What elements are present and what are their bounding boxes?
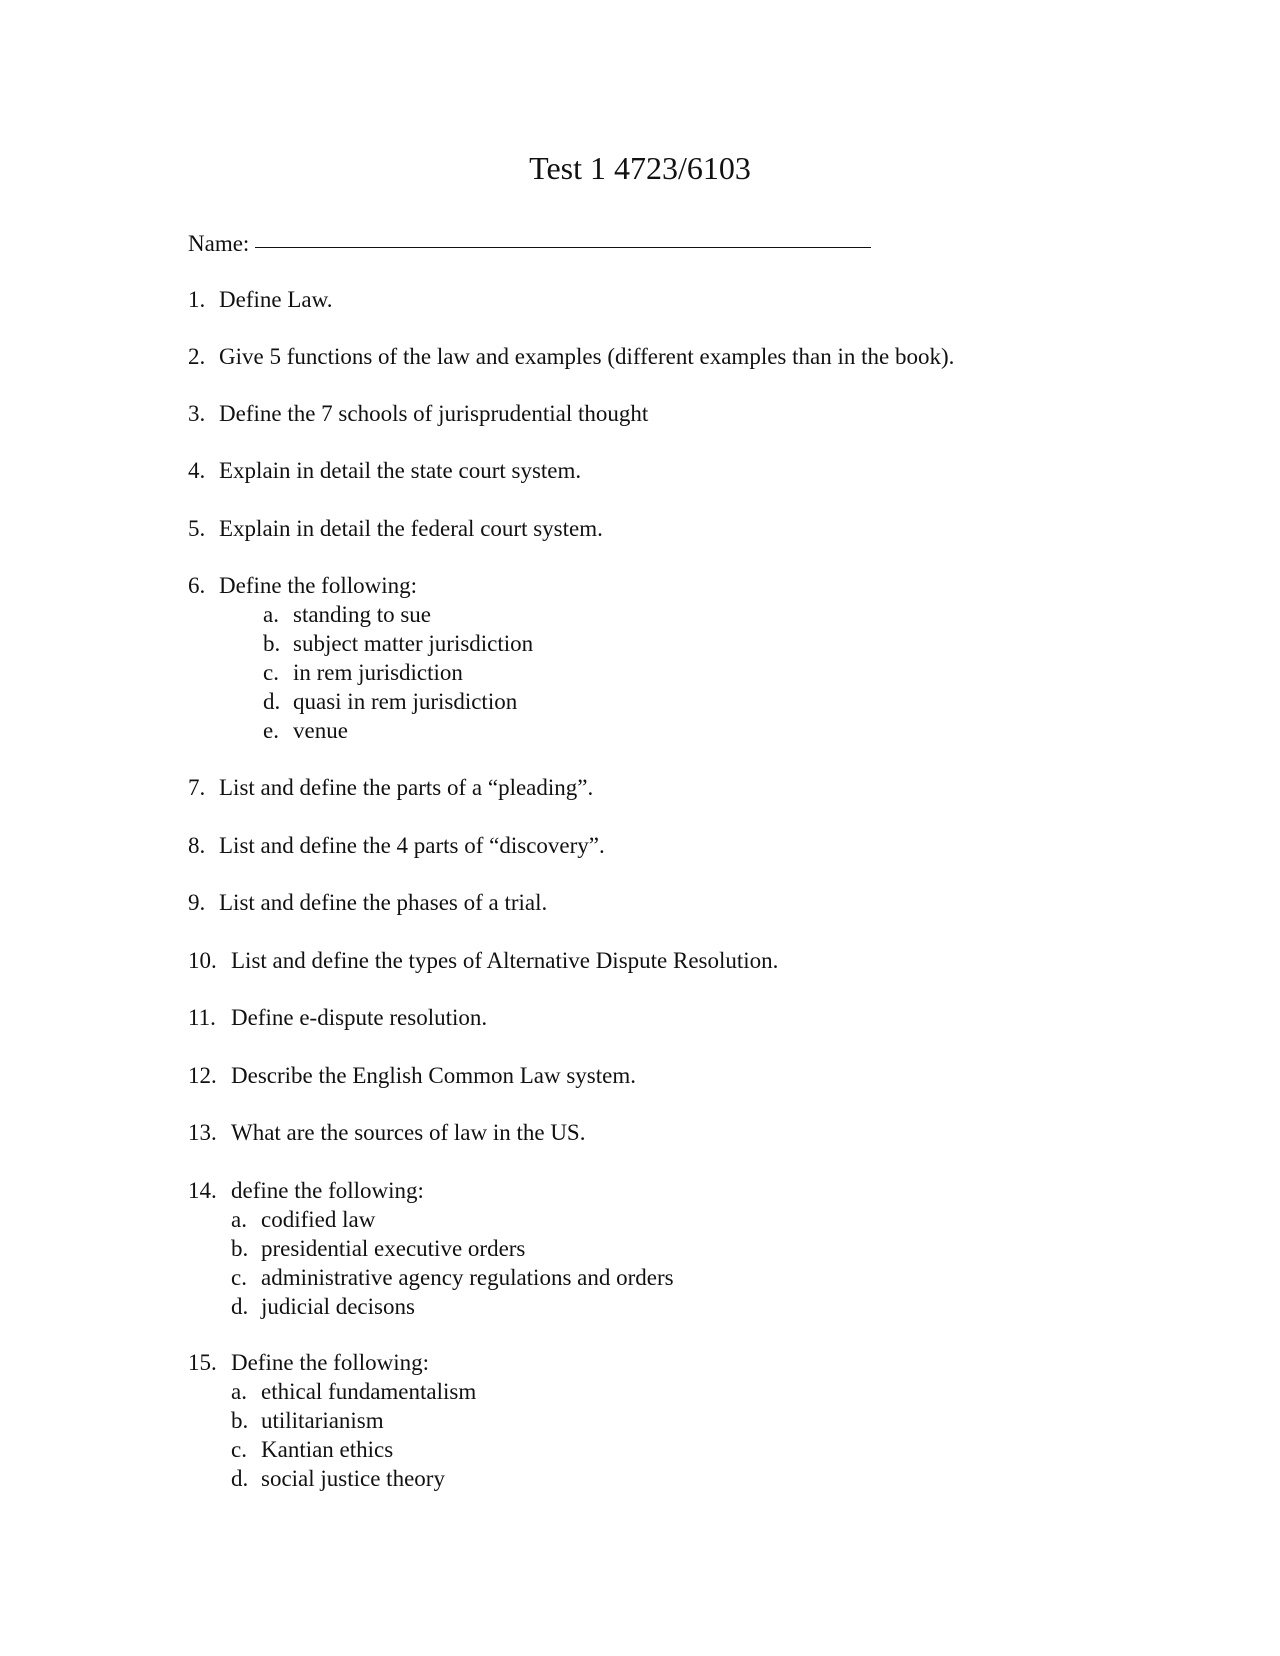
question-text: Define the 7 schools of jurisprudential thought [219,401,649,426]
question-text: Define e-dispute resolution. [231,1005,488,1030]
sub-item-letter: a. [263,602,279,627]
sub-item-letter: d. [263,689,281,714]
sub-item-6c [263,658,463,687]
question-number: 9. [188,890,206,915]
sub-item-text: standing to sue [293,602,431,627]
sub-item-text: social justice theory [261,1466,445,1491]
name-blank-line[interactable] [255,223,871,248]
question-number: 4. [188,458,206,483]
question-text: List and define the 4 parts of “discovery”. [219,833,605,858]
sub-item-letter: c. [231,1437,247,1462]
question-9 [188,888,547,917]
sub-item-text: venue [293,718,348,743]
sub-item-15c [231,1435,393,1464]
question-number: 2. [188,344,206,369]
question-10 [188,946,778,975]
question-8 [188,831,605,860]
sub-item-6d [263,687,517,716]
question-4 [188,456,581,485]
page-title: Test 1 4723/6103 [529,150,751,186]
sub-item-14c [231,1263,674,1292]
question-number: 3. [188,401,206,426]
question-text: List and define the types of Alternative Dispute Resolution. [231,948,779,973]
sub-item-letter: b. [231,1236,249,1261]
question-text: Define Law. [219,287,333,312]
question-number: 14. [188,1178,217,1203]
sub-item-text: Kantian ethics [261,1437,394,1462]
question-1 [188,285,332,314]
question-text: List and define the parts of a “pleading”. [219,775,594,800]
sub-item-text: subject matter jurisdiction [293,631,534,656]
question-text: Explain in detail the federal court system. [219,516,603,541]
sub-item-15d [231,1464,445,1493]
sub-item-text: utilitarianism [261,1408,384,1433]
question-number: 1. [188,287,206,312]
question-number: 7. [188,775,206,800]
sub-item-text: quasi in rem jurisdiction [293,689,518,714]
sub-item-6b [263,629,533,658]
question-6 [188,571,417,600]
sub-item-14b [231,1234,525,1263]
question-12 [188,1061,636,1090]
sub-item-letter: b. [231,1408,249,1433]
question-number: 8. [188,833,206,858]
sub-item-6a [263,600,431,629]
question-text: Define the following: [219,573,418,598]
sub-item-15a [231,1377,476,1406]
question-3 [188,399,648,428]
sub-item-15b [231,1406,384,1435]
question-2 [188,342,954,371]
sub-item-letter: a. [231,1379,247,1404]
question-13 [188,1118,585,1147]
question-5 [188,514,603,543]
sub-item-text: codified law [261,1207,376,1232]
question-text: define the following: [231,1178,424,1203]
sub-item-6e [263,716,348,745]
name-field-row [188,226,871,259]
sub-item-letter: b. [263,631,281,656]
sub-item-letter: c. [263,660,279,685]
question-number: 12. [188,1063,217,1088]
sub-item-text: ethical fundamentalism [261,1379,477,1404]
sub-item-letter: d. [231,1294,249,1319]
sub-item-text: in rem jurisdiction [293,660,463,685]
question-number: 6. [188,573,206,598]
question-11 [188,1003,487,1032]
sub-item-text: presidential executive orders [261,1236,526,1261]
sub-item-letter: c. [231,1265,247,1290]
question-number: 15. [188,1350,217,1375]
question-text: What are the sources of law in the US. [231,1120,586,1145]
question-14 [188,1176,424,1205]
question-number: 10. [188,948,217,973]
name-label: Name: [188,231,250,256]
question-text: List and define the phases of a trial. [219,890,548,915]
question-15 [188,1348,429,1377]
question-7 [188,773,593,802]
sub-item-text: judicial decisons [261,1294,415,1319]
question-number: 13. [188,1120,217,1145]
sub-item-letter: d. [231,1466,249,1491]
question-text: Define the following: [231,1350,430,1375]
question-number: 5. [188,516,206,541]
question-number: 11. [188,1005,216,1030]
sub-item-letter: a. [231,1207,247,1232]
question-text: Explain in detail the state court system. [219,458,582,483]
sub-item-14d [231,1292,415,1321]
question-text: Describe the English Common Law system. [231,1063,636,1088]
sub-item-14a [231,1205,375,1234]
sub-item-text: administrative agency regulations and orders [261,1265,674,1290]
question-text: Give 5 functions of the law and examples (different examples than in the book). [219,344,955,369]
sub-item-letter: e. [263,718,279,743]
